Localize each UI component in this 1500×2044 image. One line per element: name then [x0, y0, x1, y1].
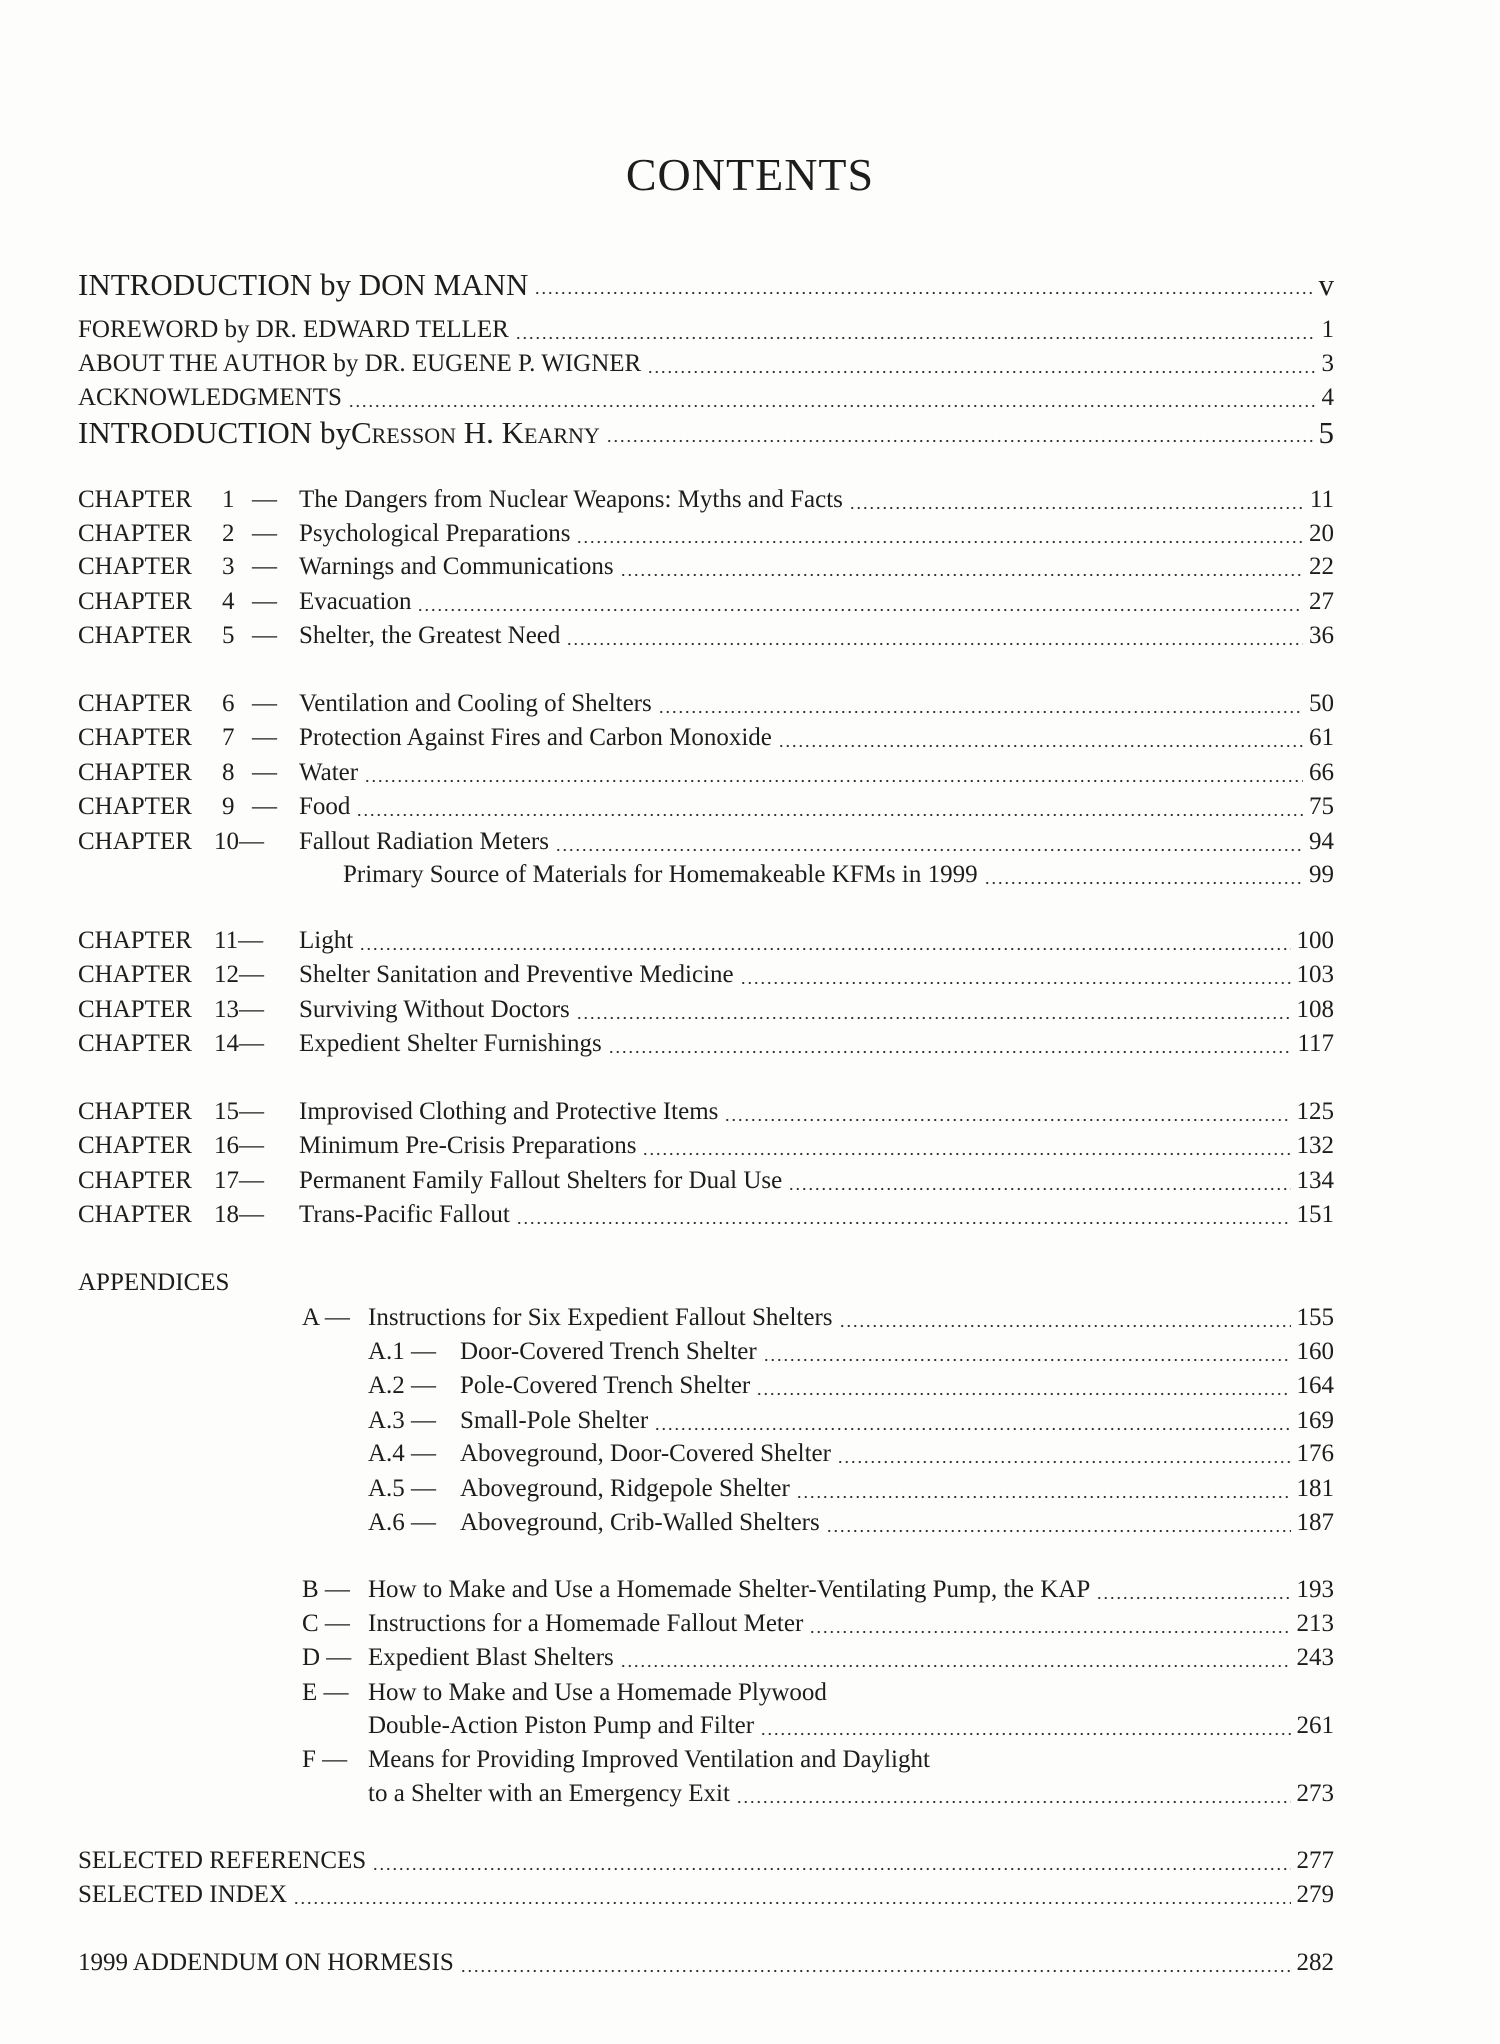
toc-entry-front[interactable]	[78, 265, 1334, 305]
toc-entry-back[interactable]	[78, 1946, 1334, 1980]
page-number: 3	[1321, 349, 1334, 377]
toc-entry-front[interactable]	[78, 313, 1334, 347]
entry-label: CHAPTER	[78, 724, 192, 752]
toc-entry-appendix-sub[interactable]	[368, 1335, 1334, 1369]
entry-number: 13—	[214, 996, 264, 1024]
entry-title: Food	[299, 792, 351, 820]
dot-leader	[555, 848, 1303, 852]
toc-entry-appendix[interactable]	[302, 1301, 1334, 1335]
entry-number: 8	[222, 759, 235, 787]
dot-leader	[654, 1427, 1290, 1431]
dot-leader	[620, 1664, 1291, 1668]
entry-title: Small-Pole Shelter	[460, 1406, 649, 1434]
entry-label: A.3 —	[368, 1406, 437, 1434]
entry-title: ABOUT THE AUTHOR by DR. EUGENE P. WIGNER	[78, 349, 642, 377]
toc-entry-chapter[interactable]	[78, 483, 1334, 517]
entry-label: CHAPTER	[78, 485, 192, 513]
entry-title: Aboveground, Crib-Walled Shelters	[460, 1508, 820, 1536]
page-number: 176	[1296, 1440, 1334, 1468]
entry-label: CHAPTER	[78, 927, 192, 955]
toc-entry-back[interactable]	[78, 1844, 1334, 1878]
toc-entry-front[interactable]	[78, 381, 1334, 415]
page-number: 169	[1296, 1406, 1334, 1434]
entry-label: A.1 —	[368, 1337, 437, 1365]
entry-title: Evacuation	[299, 588, 412, 616]
entry-title: Shelter, the Greatest Need	[299, 621, 561, 649]
toc-entry-chapter[interactable]	[78, 825, 1334, 859]
page-number: 22	[1309, 553, 1334, 581]
toc-entry-front[interactable]	[78, 413, 1334, 453]
entry-title: FOREWORD by DR. EDWARD TELLER	[78, 316, 509, 344]
page-number: 36	[1309, 621, 1334, 649]
entry-dash: —	[252, 621, 277, 649]
page-number: 282	[1296, 1949, 1334, 1977]
toc-entry-chapter[interactable]	[78, 687, 1334, 721]
entry-title: Primary Source of Materials for Homemakeable KFMs in 1999	[343, 861, 978, 889]
entry-label: CHAPTER	[78, 759, 192, 787]
toc-entry-chapter[interactable]	[78, 585, 1334, 619]
entry-label: CHAPTER	[78, 621, 192, 649]
toc-entry-appendix[interactable]	[302, 1607, 1334, 1641]
page-number: 160	[1296, 1337, 1334, 1365]
page-number: 75	[1309, 792, 1334, 820]
toc-entry-appendix-sub[interactable]	[368, 1472, 1334, 1506]
page-number: v	[1318, 266, 1334, 302]
dot-leader	[1096, 1596, 1290, 1600]
page-number: 181	[1296, 1475, 1334, 1503]
dot-leader	[736, 1800, 1291, 1804]
toc-entry-appendix-sub[interactable]	[368, 1506, 1334, 1540]
dot-leader	[826, 1529, 1291, 1533]
entry-label: CHAPTER	[78, 553, 192, 581]
dot-leader	[606, 439, 1313, 443]
entry-title: Improvised Clothing and Protective Items	[299, 1098, 719, 1126]
toc-entry-chapter[interactable]	[78, 1027, 1334, 1061]
entry-title: INTRODUCTION by DON MANN	[78, 266, 529, 302]
entry-number: 2	[222, 519, 235, 547]
toc-entry-chapter[interactable]	[78, 958, 1334, 992]
entry-title: Water	[299, 759, 359, 787]
page-number: 11	[1309, 485, 1334, 513]
dot-leader	[576, 540, 1303, 544]
entry-title: ACKNOWLEDGMENTS	[78, 383, 342, 411]
toc-entry-chapter[interactable]	[78, 924, 1334, 958]
entry-label: CHAPTER	[78, 519, 192, 547]
entry-label: CHAPTER	[78, 588, 192, 616]
toc-entry-appendix[interactable]	[302, 1676, 1334, 1710]
toc-entry-chapter[interactable]	[78, 1198, 1334, 1232]
entry-label: CHAPTER	[78, 690, 192, 718]
toc-entry-chapter[interactable]	[78, 550, 1334, 584]
entry-number: 12—	[214, 961, 264, 989]
entry-number: 5	[222, 621, 235, 649]
dot-leader	[760, 1732, 1290, 1736]
entry-title: Double-Action Piston Pump and Filter	[368, 1712, 755, 1740]
page-number: 1	[1321, 316, 1334, 344]
toc-entry-chapter[interactable]	[78, 619, 1334, 653]
dot-leader	[364, 779, 1303, 783]
toc-entry-appendix[interactable]	[302, 1709, 1334, 1743]
dot-leader	[658, 710, 1303, 714]
entry-label: E —	[302, 1678, 349, 1706]
dot-leader	[576, 1016, 1291, 1020]
entry-title: The Dangers from Nuclear Weapons: Myths and Facts	[299, 485, 843, 513]
toc-entry-appendix-sub[interactable]	[368, 1369, 1334, 1403]
page-number: 134	[1296, 1167, 1334, 1195]
toc-entry-appendix[interactable]	[302, 1573, 1334, 1607]
page-number: 99	[1309, 861, 1334, 889]
dot-leader	[566, 642, 1303, 646]
toc-entry-chapter[interactable]	[78, 517, 1334, 551]
page-number: 187	[1296, 1508, 1334, 1536]
entry-label: A.4 —	[368, 1440, 437, 1468]
entry-label: A.2 —	[368, 1371, 437, 1399]
entry-title: Psychological Preparations	[299, 519, 571, 547]
entry-dash: —	[252, 759, 277, 787]
dot-leader	[372, 1867, 1290, 1871]
toc-entry-front[interactable]	[78, 347, 1334, 381]
dot-leader	[984, 881, 1303, 885]
page-number: 117	[1297, 1029, 1334, 1057]
dot-leader	[293, 1901, 1291, 1905]
entry-title: Surviving Without Doctors	[299, 996, 570, 1024]
dot-leader	[849, 506, 1304, 510]
entry-title: Instructions for Six Expedient Fallout Shelters	[368, 1304, 833, 1332]
dot-leader	[724, 1118, 1290, 1122]
entry-label: CHAPTER	[78, 1167, 192, 1195]
toc-entry-back[interactable]	[78, 1878, 1334, 1912]
entry-title: INTRODUCTION by	[78, 414, 351, 450]
toc-entry-appendix[interactable]	[302, 1777, 1334, 1811]
entry-title: Light	[299, 927, 354, 955]
entry-title: Means for Providing Improved Ventilation and Daylight	[368, 1745, 930, 1773]
dot-leader	[359, 947, 1290, 951]
entry-label: D —	[302, 1643, 352, 1671]
page-number: 50	[1309, 690, 1334, 718]
entry-title: 1999 ADDENDUM ON HORMESIS	[78, 1949, 454, 1977]
dot-leader	[740, 981, 1291, 985]
toc-entry-appendix-sub[interactable]	[368, 1437, 1334, 1471]
entry-title: APPENDICES	[78, 1269, 230, 1297]
dot-leader	[778, 744, 1303, 748]
entry-number: 14—	[214, 1029, 264, 1057]
entry-title: Expedient Shelter Furnishings	[299, 1029, 602, 1057]
entry-title: Permanent Family Fallout Shelters for Dual Use	[299, 1167, 783, 1195]
entry-title: Ventilation and Cooling of Shelters	[299, 690, 652, 718]
dot-leader	[356, 813, 1303, 817]
entry-label: CHAPTER	[78, 1029, 192, 1057]
page-number: 125	[1296, 1098, 1334, 1126]
dot-leader	[460, 1969, 1291, 1973]
entry-number: 18—	[214, 1200, 264, 1228]
page-number: 61	[1309, 724, 1334, 752]
entry-title: to a Shelter with an Emergency Exit	[368, 1779, 730, 1807]
page-number: 279	[1296, 1880, 1334, 1908]
entry-title: How to Make and Use a Homemade Shelter-Ventilating Pump, the KAP	[368, 1576, 1091, 1604]
page-number: 164	[1296, 1371, 1334, 1399]
entry-label: C —	[302, 1609, 350, 1637]
appendices-heading[interactable]	[78, 1266, 1334, 1300]
entry-label: CHAPTER	[78, 1132, 192, 1160]
page-number: 151	[1296, 1200, 1334, 1228]
entry-dash: —	[252, 690, 277, 718]
page-number: 94	[1309, 827, 1334, 855]
dot-leader	[788, 1187, 1290, 1191]
entry-title: Pole-Covered Trench Shelter	[460, 1371, 751, 1399]
entry-dash: —	[252, 724, 277, 752]
entry-title: Trans-Pacific Fallout	[299, 1200, 510, 1228]
toc-entry-chapter[interactable]	[78, 1095, 1334, 1129]
entry-number: 16—	[214, 1132, 264, 1160]
entry-label: CHAPTER	[78, 827, 192, 855]
entry-label: CHAPTER	[78, 961, 192, 989]
toc-entry-appendix-sub[interactable]	[368, 1404, 1334, 1438]
entry-title: Fallout Radiation Meters	[299, 827, 549, 855]
page-number: 132	[1296, 1132, 1334, 1160]
page-number: 277	[1296, 1846, 1334, 1874]
dot-leader	[647, 370, 1315, 374]
dot-leader	[534, 291, 1312, 295]
toc-entry-chapter[interactable]	[78, 1164, 1334, 1198]
page-number: 155	[1296, 1304, 1334, 1332]
entry-label: B —	[302, 1576, 350, 1604]
dot-leader	[839, 1324, 1291, 1328]
page-number: 20	[1309, 519, 1334, 547]
entry-dash: —	[252, 485, 277, 513]
dot-leader	[348, 404, 1316, 408]
page-number: 103	[1296, 961, 1334, 989]
entry-label: CHAPTER	[78, 1098, 192, 1126]
dot-leader	[642, 1152, 1290, 1156]
entry-title: Instructions for a Homemade Fallout Meter	[368, 1609, 804, 1637]
toc-entry-appendix[interactable]	[302, 1743, 1334, 1777]
page-number: 193	[1296, 1576, 1334, 1604]
dot-leader	[837, 1460, 1291, 1464]
dot-leader	[620, 573, 1303, 577]
page-number: 273	[1296, 1779, 1334, 1807]
entry-title: Protection Against Fires and Carbon Monoxide	[299, 724, 772, 752]
entry-title-smallcaps: Cresson H. Kearny	[350, 414, 600, 450]
page-number: 213	[1296, 1609, 1334, 1637]
entry-number: 4	[222, 588, 235, 616]
dot-leader	[516, 1221, 1291, 1225]
entry-title: SELECTED INDEX	[78, 1880, 287, 1908]
dot-leader	[763, 1358, 1291, 1362]
entry-title: Door-Covered Trench Shelter	[460, 1337, 757, 1365]
page-number: 5	[1318, 414, 1334, 450]
entry-label: CHAPTER	[78, 996, 192, 1024]
dot-leader	[809, 1630, 1290, 1634]
entry-title: Minimum Pre-Crisis Preparations	[299, 1132, 637, 1160]
entry-dash: —	[252, 792, 277, 820]
entry-title: Aboveground, Door-Covered Shelter	[460, 1440, 831, 1468]
entry-label: CHAPTER	[78, 1200, 192, 1228]
dot-leader	[608, 1050, 1292, 1054]
entry-dash: —	[252, 519, 277, 547]
entry-number: 11—	[214, 927, 264, 955]
entry-label: A.5 —	[368, 1475, 437, 1503]
entry-label: A.6 —	[368, 1508, 437, 1536]
toc-entry-appendix[interactable]	[302, 1641, 1334, 1675]
entry-number: 3	[222, 553, 235, 581]
entry-number: 9	[222, 792, 235, 820]
dot-leader	[756, 1392, 1290, 1396]
dot-leader	[515, 336, 1316, 340]
entry-title: SELECTED REFERENCES	[78, 1846, 367, 1874]
entry-title: Warnings and Communications	[299, 553, 614, 581]
dot-leader	[417, 608, 1303, 612]
entry-number: 7	[222, 724, 235, 752]
page-number: 261	[1296, 1712, 1334, 1740]
toc-entry-subsection[interactable]	[343, 858, 1334, 892]
entry-number: 10—	[214, 827, 264, 855]
entry-title: Shelter Sanitation and Preventive Medicine	[299, 961, 734, 989]
page-number: 4	[1321, 383, 1334, 411]
entry-title: How to Make and Use a Homemade Plywood	[368, 1678, 827, 1706]
entry-title: Aboveground, Ridgepole Shelter	[460, 1475, 790, 1503]
entry-dash: —	[252, 588, 277, 616]
page-title: CONTENTS	[625, 149, 875, 200]
toc-entry-chapter[interactable]	[78, 993, 1334, 1027]
entry-title: Expedient Blast Shelters	[368, 1643, 614, 1671]
entry-label: A —	[302, 1304, 350, 1332]
toc-entry-chapter[interactable]	[78, 790, 1334, 824]
entry-number: 17—	[214, 1167, 264, 1195]
entry-label: F —	[302, 1745, 348, 1773]
page-number: 243	[1296, 1643, 1334, 1671]
entry-number: 1	[222, 485, 235, 513]
dot-leader	[796, 1495, 1291, 1499]
toc-entry-chapter[interactable]	[78, 1129, 1334, 1163]
entry-number: 6	[222, 690, 235, 718]
entry-label: CHAPTER	[78, 792, 192, 820]
toc-entry-chapter[interactable]	[78, 756, 1334, 790]
entry-dash: —	[252, 553, 277, 581]
entry-number: 15—	[214, 1098, 264, 1126]
toc-entry-chapter[interactable]	[78, 721, 1334, 755]
page-number: 108	[1296, 996, 1334, 1024]
page-number: 27	[1309, 588, 1334, 616]
page-number: 100	[1296, 927, 1334, 955]
page-number: 66	[1309, 759, 1334, 787]
